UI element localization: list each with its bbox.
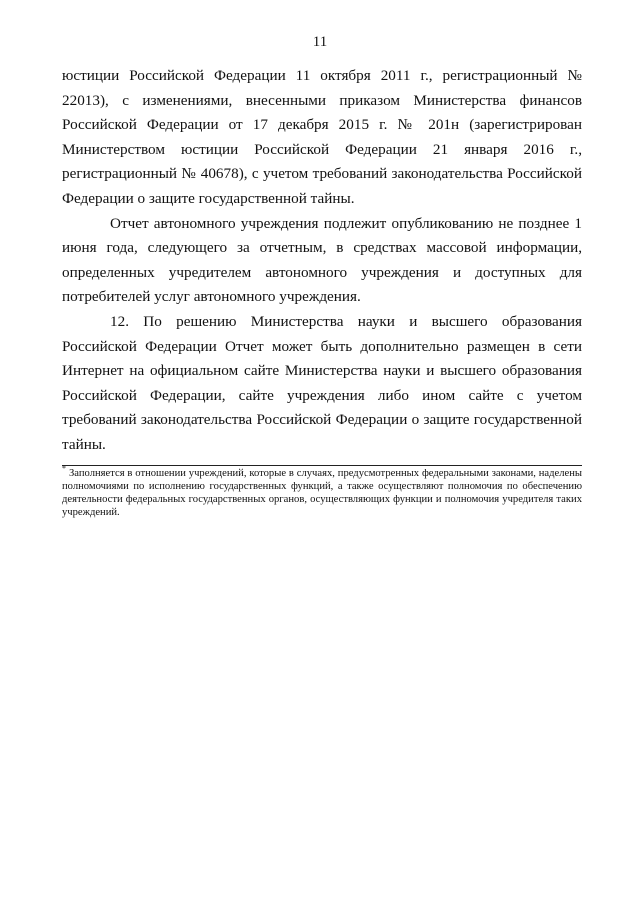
page-number: 11 bbox=[312, 34, 328, 50]
footnote-text: Заполняется в отношении учреждений, которые в случаях, предусмотренных федеральными законами, наделены полномочиями по исполнению государственных функций, а также осуществляют полномочия по обеспечению деятельности федеральных государственных органов, осуществляющих функции и полномочия учредителя таких учреждений. bbox=[62, 468, 582, 518]
footnote bbox=[62, 464, 582, 519]
body-text bbox=[62, 64, 582, 458]
paragraph-report-publication: Отчет автономного учреждения подлежит опубликованию не позднее 1 июня года, следующего за отчетным, в средствах массовой информации, определенных учредителем автономного учреждения и доступных для потребителей услуг автономного учреждения. bbox=[62, 214, 582, 306]
footnote-mark: * bbox=[62, 464, 66, 474]
footnote-separator bbox=[62, 465, 582, 466]
paragraph-continuation: юстиции Российской Федерации 11 октября 2011 г., регистрационный № 22013), с изменениями, внесенными приказом Министерства финансов Российской Федерации от 17 декабря 2015 г. № 201н (зарегистрирован Министерством юстиции Российской Федерации 21 января 2016 г., регистрационный № 40678), с учетом требований законодательства Российской Федерации о защите государственной тайны. bbox=[62, 67, 582, 207]
paragraph-item-12: 12. По решению Министерства науки и высшего образования Российской Федерации Отчет может быть дополнительно размещен в сети Интернет на официальном сайте Министерства науки и высшего образования Российской Федерации, сайте учреждения либо ином сайте с учетом требований законодательства Российской Федерации о защите государственной тайны. bbox=[62, 312, 582, 453]
